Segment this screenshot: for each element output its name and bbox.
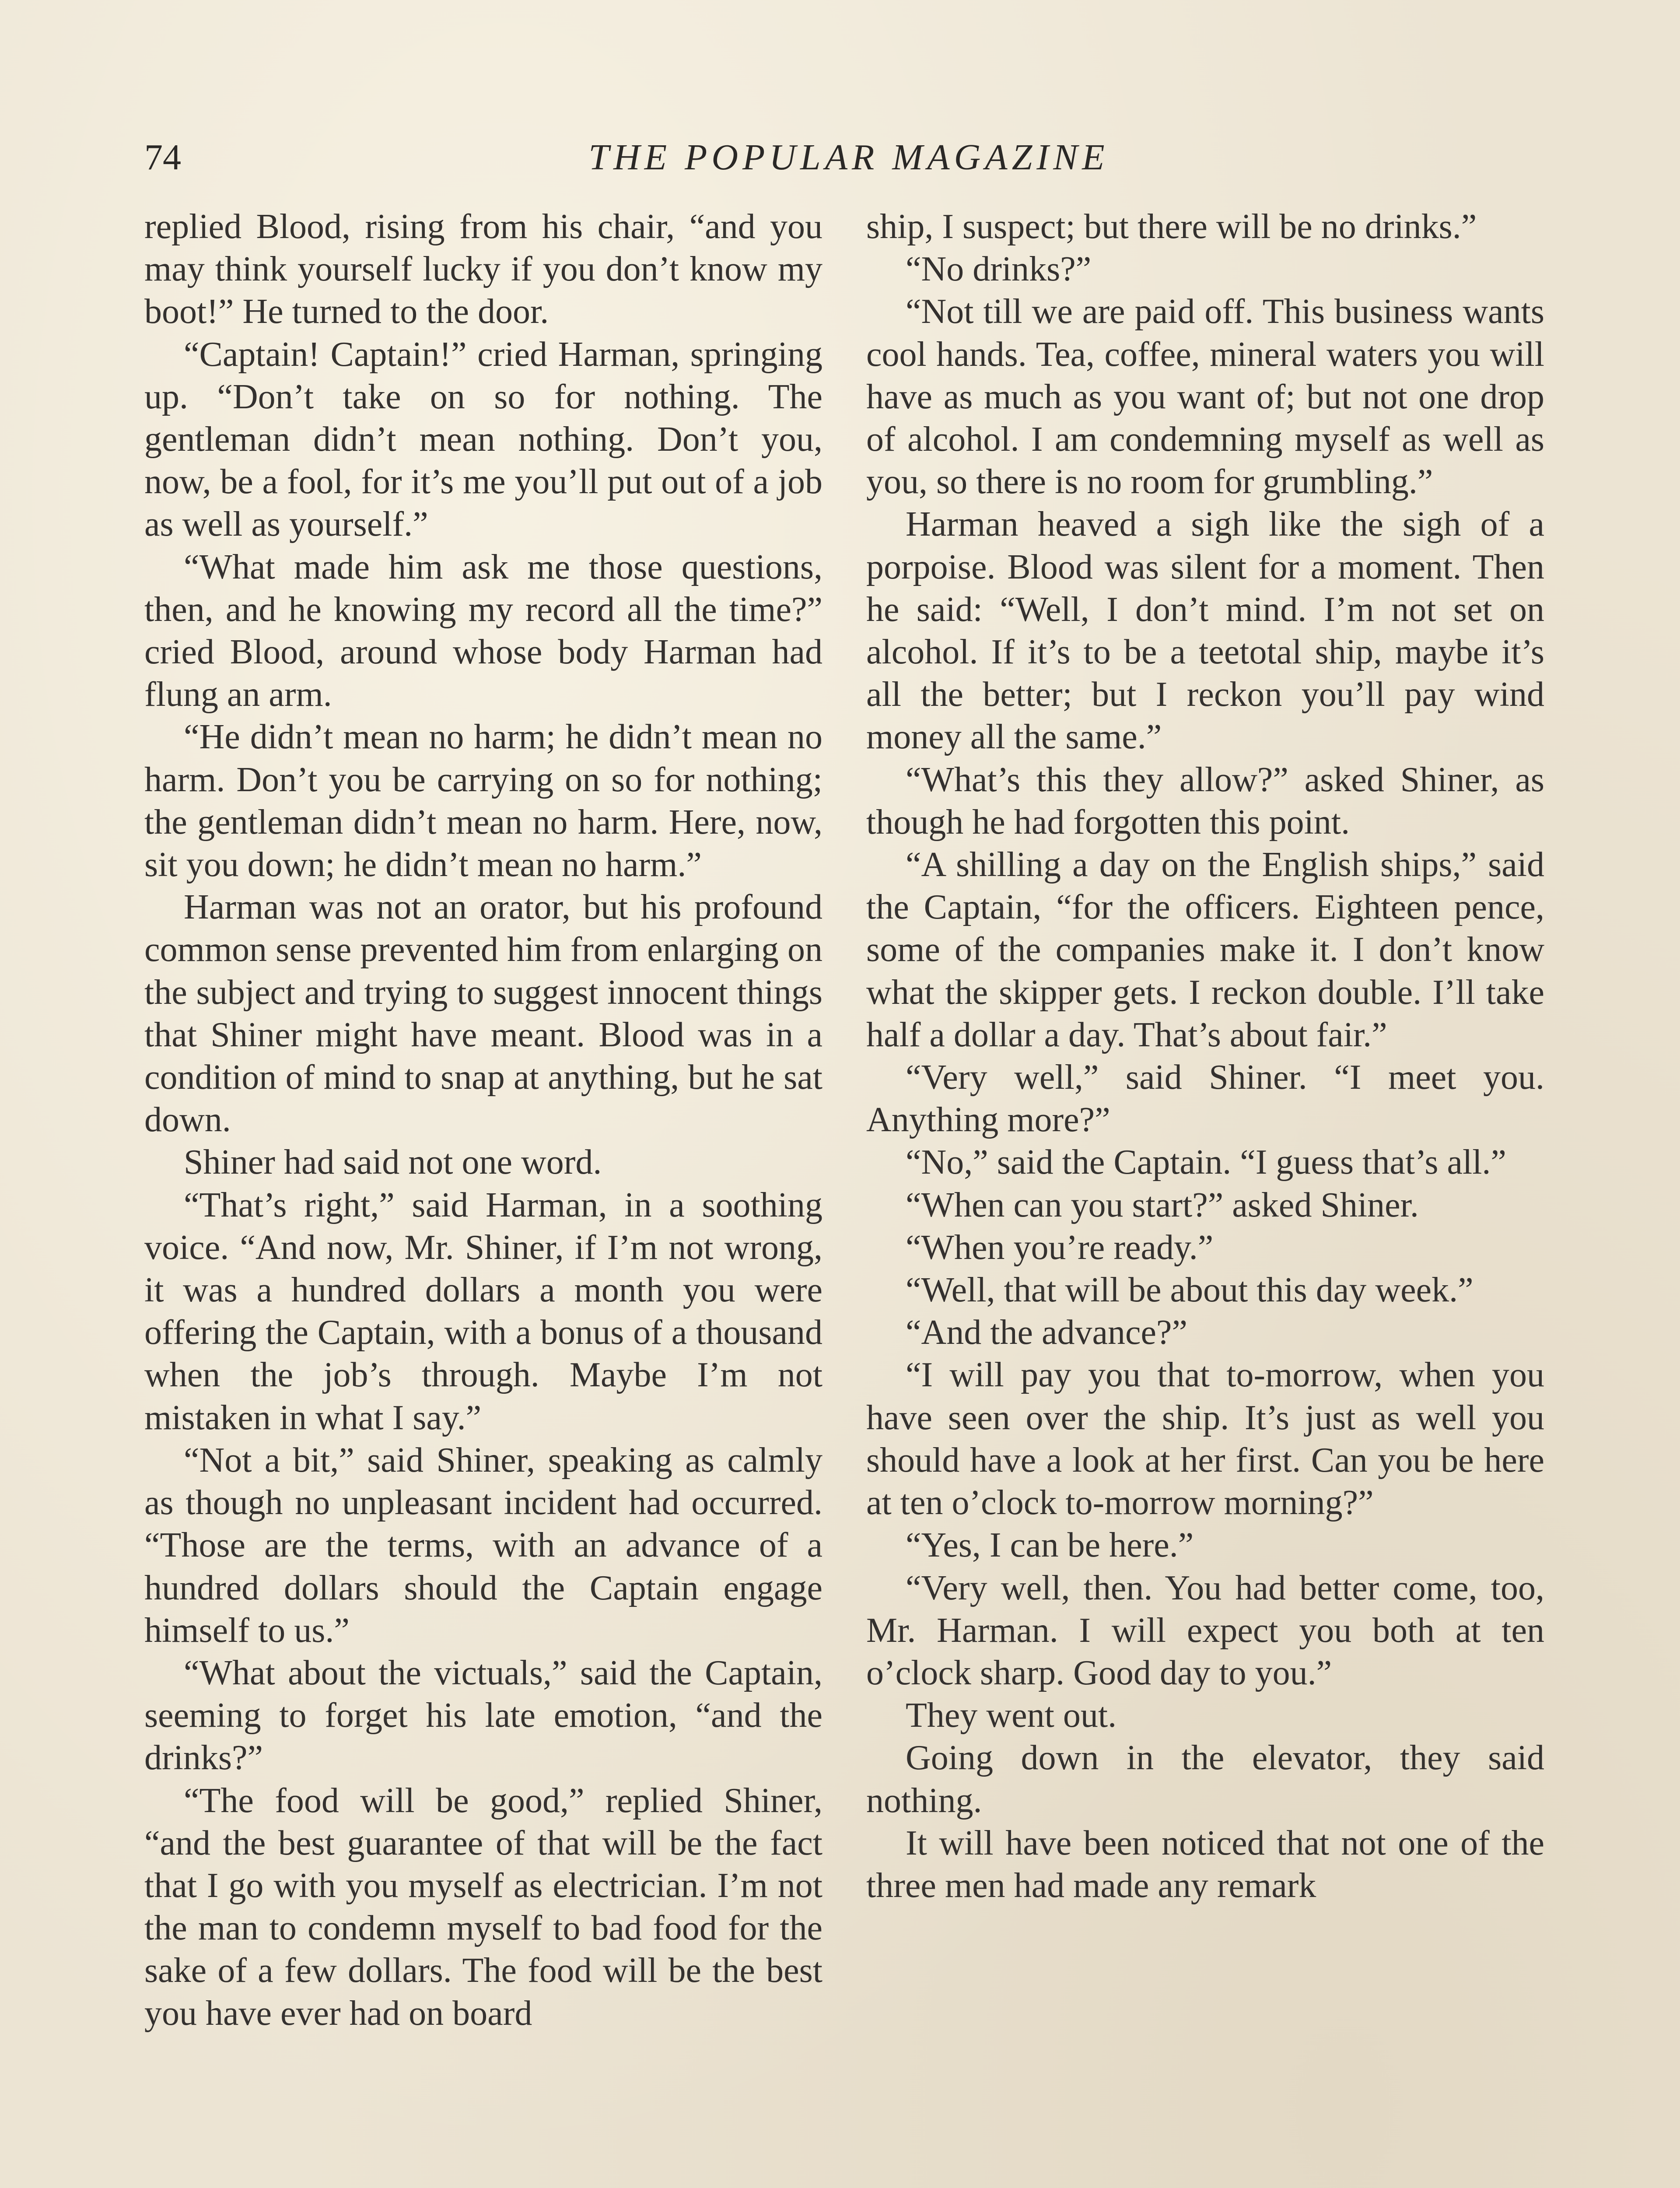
paragraph: Harman heaved a sigh like the sigh of a porpoise. Blood was silent for a moment. Then he said: “Well, I don’t mind. I’m not set on alcohol. If it’s to be a teetotal ship, maybe it’s all the better; but I reckon you’ll pay wind money all the same.” — [866, 505, 1544, 757]
paragraph: “Very well, then. You had better come, too, Mr. Harman. I will expect you both at ten o’clock sharp. Good day to you.” — [866, 1568, 1544, 1692]
right-column — [866, 206, 1544, 1907]
paragraph: “No,” said the Captain. “I guess that’s all.” — [906, 1143, 1506, 1182]
paragraph: “Captain! Captain!” cried Harman, springing up. “Don’t take on so for nothing. The gentleman didn’t mean nothing. Don’t you, now, be a fool, for it’s me you’ll put out of a job as well as yourself.” — [144, 335, 822, 544]
paragraph: “What made him ask me those questions, then, and he knowing my record all the time?” cried Blood, around whose body Harman had flung an arm. — [144, 547, 822, 714]
paragraph: “The food will be good,” replied Shiner, “and the best guarantee of that will be the fact that I go with you myself as electrician. I’m not the man to condemn myself to bad food for the sake of a few dollars. The food will be the best you have ever had on board — [144, 1781, 822, 2033]
paragraph: “And the advance?” — [906, 1313, 1188, 1352]
paragraph: “No drinks?” — [906, 250, 1092, 289]
paragraph: replied Blood, rising from his chair, “and you may think yourself lucky if you don’t know my boot!” He turned to the door. — [144, 207, 822, 331]
page-number: 74 — [144, 137, 181, 178]
paragraph: “That’s right,” said Harman, in a soothing voice. “And now, Mr. Shiner, if I’m not wrong, it was a hundred dollars a month you were offering the Captain, with a bonus of a thousand when the job’s through. Maybe I’m not mistaken in what I say.” — [144, 1185, 822, 1437]
paragraph: Harman was not an orator, but his profound common sense prevented him from enlarging on the subject and trying to suggest innocent things that Shiner might have meant. Blood was in a condition of mind to snap at anything, but he sat down. — [144, 888, 822, 1140]
paragraph: “Very well,” said Shiner. “I meet you. Anything more?” — [866, 1058, 1544, 1140]
paragraph: “He didn’t mean no harm; he didn’t mean no harm. Don’t you be carrying on so for nothing; the gentleman didn’t mean no harm. Here, now, sit you down; he didn’t mean no harm.” — [144, 718, 822, 884]
paragraph: ship, I suspect; but there will be no drinks.” — [866, 207, 1477, 246]
paragraph: They went out. — [906, 1696, 1117, 1735]
paragraph: “Well, that will be about this day week.” — [906, 1271, 1474, 1310]
text-columns — [144, 206, 1553, 2188]
paragraph: “When you’re ready.” — [906, 1228, 1214, 1267]
left-column — [144, 206, 822, 2035]
paragraph: Going down in the elevator, they said nothing. — [866, 1739, 1544, 1820]
paragraph: “Yes, I can be here.” — [906, 1526, 1194, 1565]
paragraph: “Not till we are paid off. This business wants cool hands. Tea, coffee, mineral waters you will have as much as you want of; but not one drop of alcohol. I am condemning myself as well as you, so there is no room for grumbling.” — [866, 292, 1544, 501]
paragraph: “What’s this they allow?” asked Shiner, as though he had forgotten this point. — [866, 760, 1544, 842]
running-head: THE POPULAR MAGAZINE — [588, 137, 1109, 178]
page-header — [144, 131, 1553, 184]
paragraph: “Not a bit,” said Shiner, speaking as calmly as though no unpleasant incident had occurred. “Those are the terms, with an advance of a hundred dollars should the Captain engage himself to us.” — [144, 1441, 822, 1650]
paragraph: “A shilling a day on the English ships,” said the Captain, “for the officers. Eighteen pence, some of the companies make it. I don’t know what the skipper gets. I reckon double. I’ll take half a dollar a day. That’s about fair.” — [866, 845, 1544, 1054]
paragraph: “I will pay you that to-morrow, when you have seen over the ship. It’s just as well you should have a look at her first. Can you be here at ten o’clock to-morrow morning?” — [866, 1356, 1544, 1522]
paragraph: “What about the victuals,” said the Captain, seeming to forget his late emotion, “and the drinks?” — [144, 1653, 822, 1778]
paragraph: “When can you start?” asked Shiner. — [906, 1185, 1419, 1224]
paragraph: Shiner had said not one word. — [184, 1143, 602, 1182]
paragraph: It will have been noticed that not one of the three men had made any remark — [866, 1823, 1544, 1905]
